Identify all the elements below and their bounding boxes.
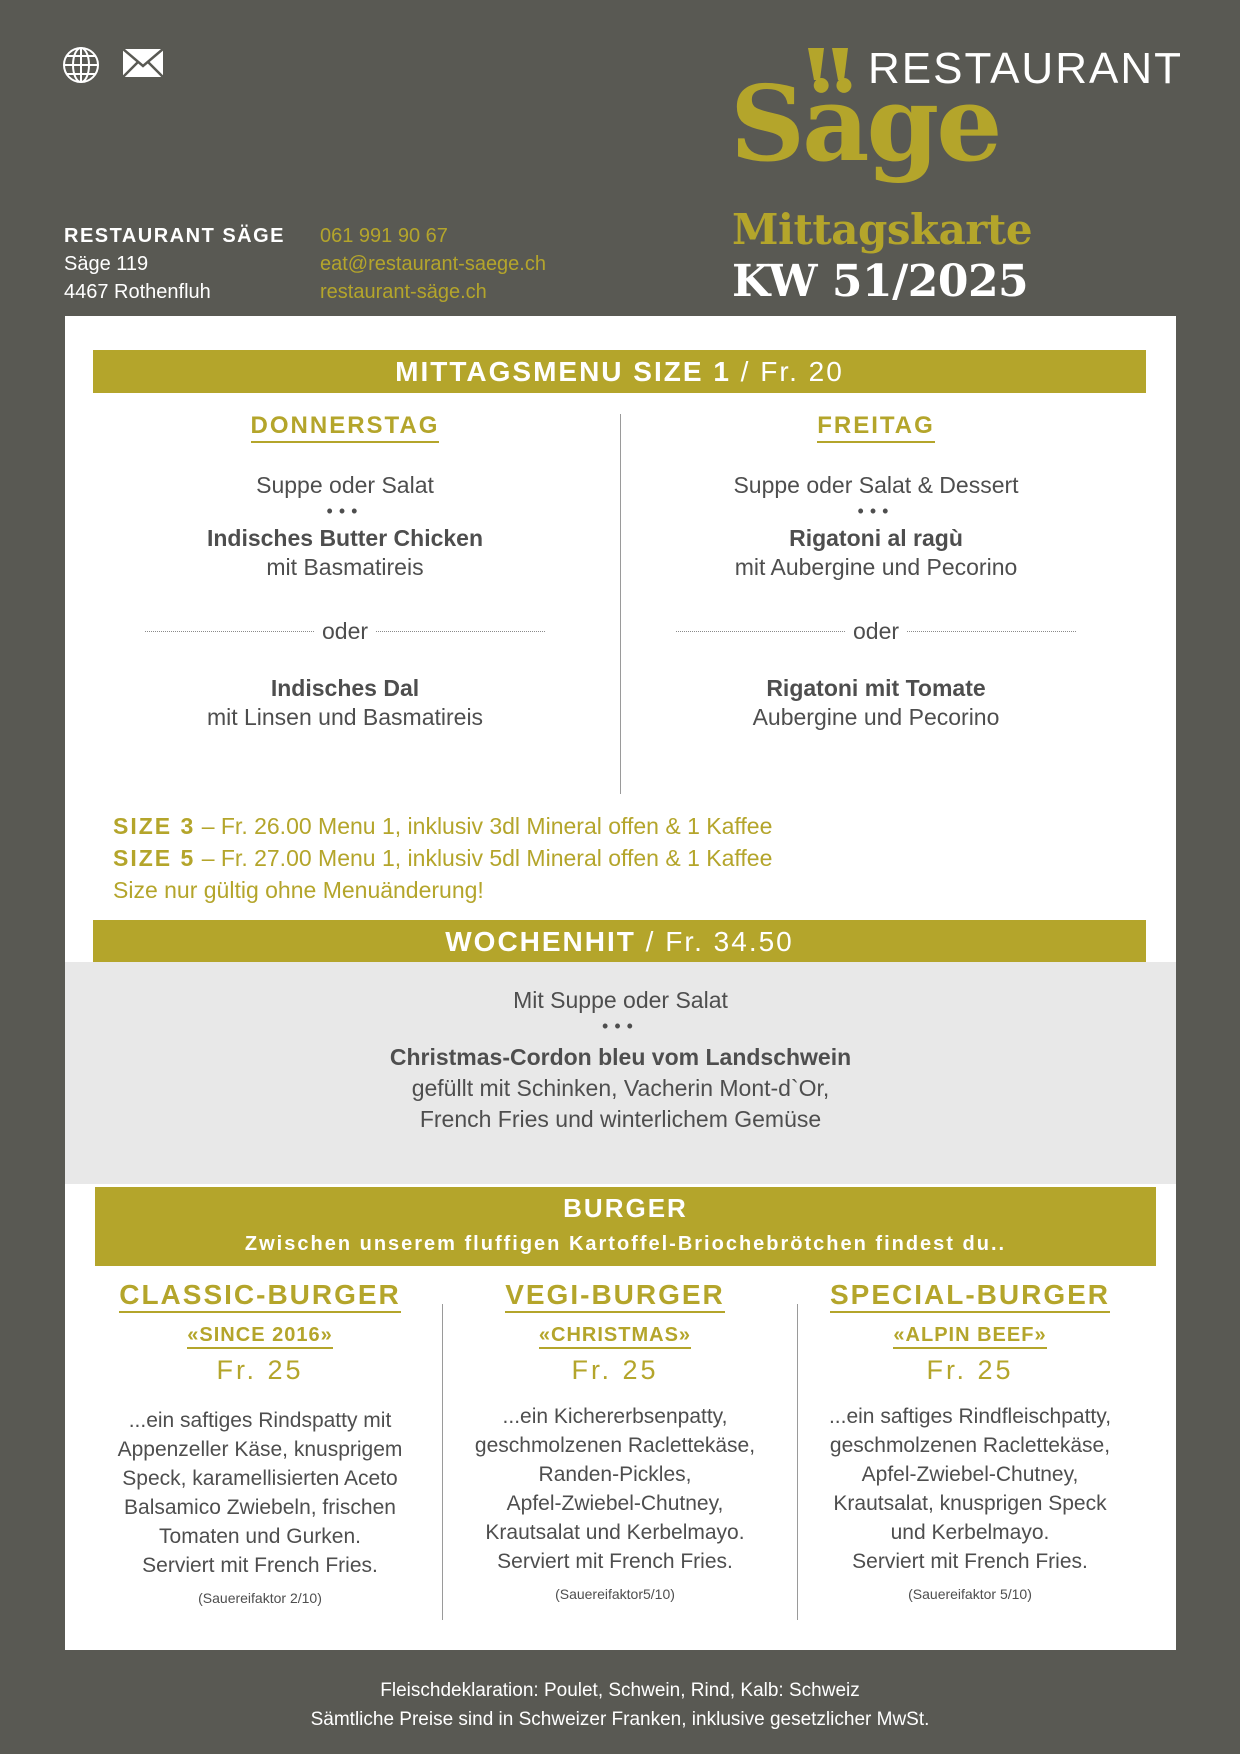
day-label: FREITAG (817, 412, 935, 443)
size5-line (113, 842, 772, 874)
size-note: Size nur gültig ohne Menuänderung! (113, 877, 484, 903)
main-dish-2: Rigatoni mit Tomate (766, 675, 986, 701)
size3-label: SIZE 3 (113, 813, 196, 839)
oder-divider (676, 618, 1076, 645)
size5-text: – Fr. 27.00 Menu 1, inklusiv 5dl Mineral offen & 1 Kaffee (195, 845, 773, 871)
burger-name: CLASSIC-BURGER (119, 1279, 401, 1313)
burger-price: Fr. 25 (216, 1355, 304, 1385)
main-dish-1: Rigatoni al ragù (789, 525, 963, 551)
wochenhit-title: WOCHENHIT (445, 926, 636, 957)
day-column-donnerstag (145, 412, 545, 732)
restaurant-name: RESTAURANT SÄGE (64, 225, 286, 247)
main-dish-2: Indisches Dal (270, 675, 420, 701)
city: 4467 Rothenfluh (64, 281, 211, 303)
burger-price: Fr. 25 (571, 1355, 659, 1385)
meat-declaration: Fleischdeklaration: Poulet, Schwein, Rind, Kalb: Schweiz (380, 1680, 860, 1701)
main-dish-2-desc: mit Linsen und Basmatireis (206, 704, 484, 730)
burger-description: ...ein saftiges Rindspatty mit Appenzeller Käse, knusprigem Speck, karamellisierten Aceto Balsamico Zwiebeln, frischen Tomaten und Gurken. Serviert mit French Fries. (117, 1409, 403, 1577)
footer (0, 1676, 1240, 1734)
week-label: KW 51/2025 (732, 256, 1029, 307)
burger-description: ...ein saftiges Rindfleischpatty, geschmolzenen Raclettekäse, Apfel-Zwiebel-Chutney, Krautsalat, knusprigen Speck und Kerbelmayo. Serviert mit French Fries. (828, 1405, 1112, 1573)
wochenhit-main: Christmas-Cordon bleu vom Landschwein (389, 1044, 852, 1070)
website-link[interactable]: restaurant-säge.ch (320, 281, 487, 303)
burger-name: SPECIAL-BURGER (830, 1279, 1110, 1313)
address-block (64, 222, 285, 306)
oder-label: oder (852, 618, 900, 644)
oder-label: oder (321, 618, 369, 644)
main-dish-2-desc: Aubergine und Pecorino (752, 704, 1000, 730)
dots-separator: ••• (602, 1016, 639, 1036)
starter: Suppe oder Salat & Dessert (733, 472, 1019, 498)
main-dish-1-desc: mit Aubergine und Pecorino (734, 554, 1018, 580)
burger-header (95, 1187, 1156, 1266)
oder-divider (145, 618, 545, 645)
starter: Suppe oder Salat (256, 472, 434, 498)
street: Säge 119 (64, 253, 149, 275)
size3-text: – Fr. 26.00 Menu 1, inklusiv 3dl Mineral offen & 1 Kaffee (195, 813, 773, 839)
contact-block (320, 222, 546, 306)
price-note: Sämtliche Preise sind in Schweizer Franken, inklusive gesetzlicher MwSt. (310, 1709, 930, 1730)
email-link[interactable]: eat@restaurant-saege.ch (320, 253, 546, 275)
column-divider (620, 414, 621, 794)
wochenhit-panel (65, 962, 1176, 1184)
size5-label: SIZE 5 (113, 845, 196, 871)
burger-note: (Sauereifaktor 2/10) (198, 1590, 322, 1606)
wochenhit-header (93, 920, 1146, 963)
globe-icon[interactable] (62, 46, 100, 84)
main-dish-1-desc: mit Basmatireis (266, 554, 424, 580)
menu1-header (93, 350, 1146, 393)
burger-subtitle: Zwischen unserem fluffigen Kartoffel-Briochebrötchen findest du.. (244, 1233, 1007, 1255)
burger-sub: «CHRISTMAS» (539, 1323, 691, 1349)
logo (730, 44, 1183, 185)
menu1-title: MITTAGSMENU SIZE 1 (395, 356, 731, 387)
burger-name: VEGI-BURGER (505, 1279, 725, 1313)
burger-price: Fr. 25 (926, 1355, 1014, 1385)
burger-classic (85, 1279, 435, 1608)
burger-sub: «SINCE 2016» (187, 1323, 332, 1349)
wochenhit-price: / Fr. 34.50 (635, 926, 794, 957)
day-column-freitag (676, 412, 1076, 732)
phone-link[interactable]: 061 991 90 67 (320, 225, 448, 247)
wochenhit-desc-1: gefüllt mit Schinken, Vacherin Mont-d`Or, (411, 1075, 830, 1101)
logo-saege: Säge (730, 62, 1000, 185)
dots-separator: ••• (326, 501, 364, 521)
burger-title: BURGER (563, 1193, 688, 1223)
menu-card (65, 316, 1176, 1650)
menu1-price: / Fr. 20 (730, 356, 844, 387)
burger-description: ...ein Kichererbsenpatty, geschmolzenen Raclettekäse, Randen-Pickles, Apfel-Zwiebel-Chutney, Krautsalat und Kerbelmayo. Serviert mit French Fries. (474, 1405, 756, 1573)
burger-note: (Sauereifaktor5/10) (555, 1586, 675, 1602)
wochenhit-desc-2: French Fries und winterlichem Gemüse (419, 1106, 822, 1132)
size3-line (113, 810, 772, 842)
burger-vegi (440, 1279, 790, 1604)
burger-note: (Sauereifaktor 5/10) (908, 1586, 1032, 1602)
page-title: Mittagskarte (732, 205, 1033, 254)
main-dish-1: Indisches Butter Chicken (206, 525, 484, 551)
day-label: DONNERSTAG (251, 412, 440, 443)
mail-icon[interactable] (122, 46, 164, 84)
header-icons (62, 46, 164, 84)
logo-restaurant: RESTAURANT (868, 44, 1183, 93)
burger-sub: «ALPIN BEEF» (893, 1323, 1046, 1349)
burger-special (795, 1279, 1145, 1604)
wochenhit-starter: Mit Suppe oder Salat (513, 987, 728, 1013)
size-options (113, 810, 772, 906)
dots-separator: ••• (857, 501, 895, 521)
